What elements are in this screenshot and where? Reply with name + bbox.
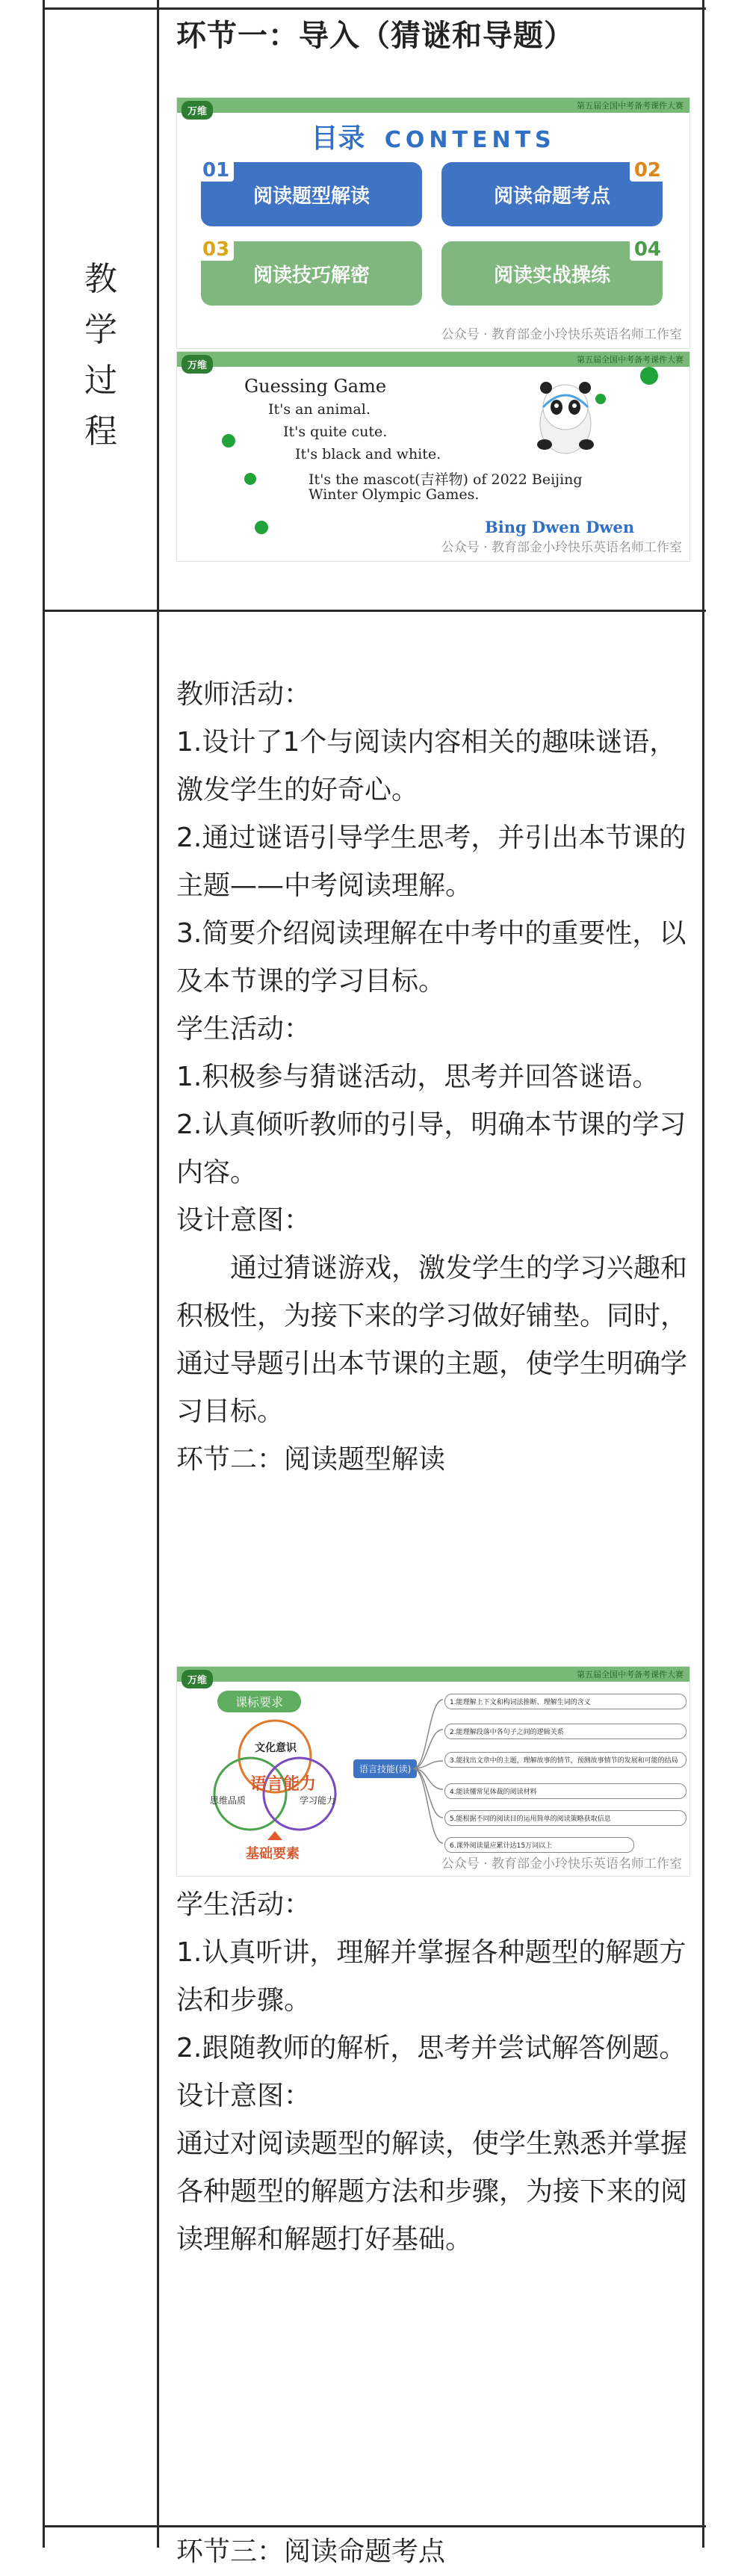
contents-tile-3 xyxy=(201,238,422,306)
student-activity-1: 1.积极参与猜谜活动，思考并回答谜语。 xyxy=(176,1062,660,1092)
tile-label: 阅读技巧解密 xyxy=(252,264,370,287)
contents-heading-cn: 目录 xyxy=(311,123,365,154)
slide-watermark: 公众号 · 教育部金小玲快乐英语名师工作室 xyxy=(441,540,682,555)
slide-logo: 万维 xyxy=(182,101,213,120)
side-label-text: 教学过程 xyxy=(84,260,117,451)
design-intent-text: 通过猜谜游戏，激发学生的学习兴趣和积极性，为接下来的学习做好铺垫。同时，通过导题引出本节课的主题，使学生明确学习目标。 xyxy=(176,1253,688,1427)
circle-label-learning: 学习能力 xyxy=(300,1795,336,1806)
tile-number: 03 xyxy=(198,238,234,261)
label-design-intent: 设计意图： xyxy=(176,2081,311,2111)
student-activity-2: 2.认真倾听教师的引导，明确本节课的学习内容。 xyxy=(176,1109,686,1188)
mindmap-item: 5.能根据不同的阅读目的运用简单的阅读策略获取信息 xyxy=(444,1810,686,1826)
slide-logo: 万维 xyxy=(182,1670,213,1688)
slide-contents xyxy=(176,97,690,349)
slide-logo: 万维 xyxy=(182,355,213,374)
circle-label-culture: 文化意识 xyxy=(255,1742,297,1754)
tile-number: 02 xyxy=(630,159,666,182)
slide-contest-label: 第五届全国中考备考课件大赛 xyxy=(577,1670,684,1679)
mindmap-item: 1.能理解上下文和构词法推断、理解生词的含义 xyxy=(444,1694,686,1709)
table-row-top-border xyxy=(43,7,706,10)
circle-label-thinking: 思维品质 xyxy=(210,1795,247,1806)
curriculum-banner: 课标要求 xyxy=(217,1691,301,1712)
table-right-border xyxy=(702,0,704,2548)
section1-title: 环节一：导入（猜谜和导题） xyxy=(176,19,574,53)
section1 xyxy=(176,13,692,58)
table-row-divider xyxy=(43,610,706,612)
game-title: Guessing Game xyxy=(244,376,387,397)
section2-after xyxy=(176,1881,692,2264)
hub-label: 语言技能(读) xyxy=(353,1759,417,1778)
slide-watermark: 公众号 · 教育部金小玲快乐英语名师工作室 xyxy=(441,327,682,342)
slide-contest-label: 第五届全国中考备考课件大赛 xyxy=(577,355,684,365)
label-design-intent: 设计意图： xyxy=(176,1205,311,1236)
section2-title: 环节二：阅读题型解读 xyxy=(176,1444,446,1475)
contents-tile-1 xyxy=(201,159,422,226)
decor-dot xyxy=(222,434,235,448)
mindmap-item: 2.能理解段落中各句子之间的逻辑关系 xyxy=(444,1724,686,1739)
slide-guessing-game xyxy=(176,351,690,562)
clue-line: It's black and white. xyxy=(295,446,441,462)
section3-title: 环节三：阅读命题考点 xyxy=(176,2536,446,2567)
circle-label-language: 语言能力 xyxy=(250,1775,317,1794)
contents-tile-4 xyxy=(441,238,663,306)
design-intent-text: 通过对阅读题型的解读，使学生熟悉并掌握各种题型的解题方法和步骤，为接下来的阅读理解和解题打好基础。 xyxy=(176,2128,688,2255)
clue-line: It's an animal. xyxy=(268,401,371,418)
answer-text: Bing Dwen Dwen xyxy=(485,518,635,536)
table-column-divider xyxy=(157,0,159,2548)
student-activity-1: 1.认真听讲，理解并掌握各种题型的解题方法和步骤。 xyxy=(176,1937,686,2016)
section2 xyxy=(176,671,692,1484)
tile-label: 阅读实战操练 xyxy=(493,264,610,287)
teacher-activity-3: 3.简要介绍阅读理解在中考中的重要性，以及本节课的学习目标。 xyxy=(176,918,686,997)
mascot-icon xyxy=(528,377,603,459)
clue-line: Winter Olympic Games. xyxy=(309,486,480,503)
decor-dot xyxy=(255,521,268,534)
side-label xyxy=(45,254,157,457)
tile-label: 阅读题型解读 xyxy=(252,185,370,208)
mindmap-item: 6.课外阅读量应累计达15万词以上 xyxy=(444,1837,634,1853)
teacher-activity-2: 2.通过谜语引导学生思考，并引出本节课的主题——中考阅读理解。 xyxy=(176,823,686,901)
clue-line: It's quite cute. xyxy=(283,424,388,440)
slide-watermark: 公众号 · 教育部金小玲快乐英语名师工作室 xyxy=(441,1853,682,1871)
slide-contest-label: 第五届全国中考备考课件大赛 xyxy=(577,101,684,111)
contents-heading xyxy=(177,117,689,155)
slide-curriculum-map xyxy=(176,1666,690,1877)
next-section-partial xyxy=(176,2531,692,2567)
label-teacher-activity: 教师活动： xyxy=(176,679,311,710)
contents-heading-en: CONTENTS xyxy=(384,127,556,153)
label-student-activity: 学生活动： xyxy=(176,1889,311,1920)
contents-tile-2 xyxy=(441,159,663,226)
tile-number: 04 xyxy=(630,238,666,261)
table-row-divider xyxy=(43,2525,706,2527)
mindmap-connectors xyxy=(413,1689,443,1854)
decor-dot xyxy=(640,367,658,385)
teacher-activity-1: 1.设计了1个与阅读内容相关的趣味谜语，激发学生的好奇心。 xyxy=(176,727,677,805)
clue-line: It's the mascot(吉祥物) of 2022 Beijing xyxy=(309,471,583,488)
decor-dot xyxy=(244,473,256,485)
tile-label: 阅读命题考点 xyxy=(493,185,610,208)
mindmap-item: 3.能找出文章中的主题，理解故事的情节，预测故事情节的发展和可能的结局 xyxy=(444,1752,686,1768)
tile-number: 01 xyxy=(198,159,234,182)
base-label: 基础要素 xyxy=(246,1846,300,1862)
student-activity-2: 2.跟随教师的解析，思考并尝试解答例题。 xyxy=(176,2033,686,2063)
label-student-activity: 学生活动： xyxy=(176,1014,311,1044)
mindmap-item: 4.能读懂常见体裁的阅读材料 xyxy=(444,1783,686,1799)
